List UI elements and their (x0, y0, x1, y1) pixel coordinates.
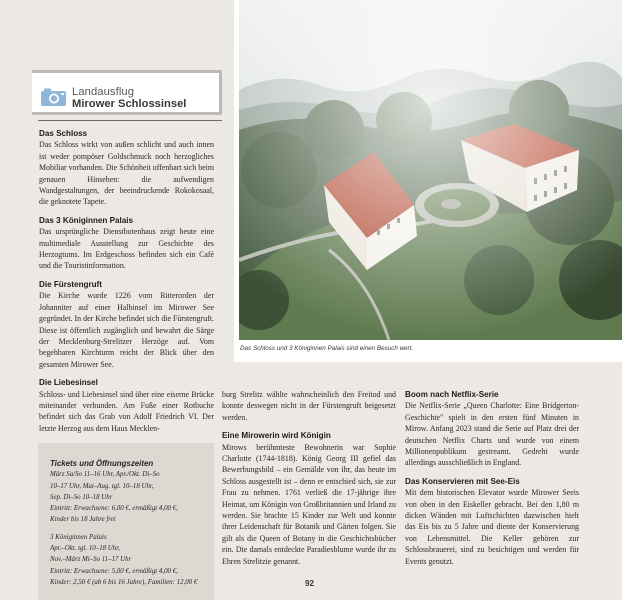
section-heading-see-eis: Das Konservieren mit See-Eis (405, 476, 520, 486)
left-column (39, 128, 214, 441)
info-line: Apr.–Okt. tgl. 10–18 Uhr, (50, 545, 120, 553)
info-line: Eintritt: Erwachsene: 5,00 €, ermäßigt 4,00 €, (50, 567, 178, 575)
info-line: Nov.–März Mi–So 11–17 Uhr (50, 556, 132, 564)
section-body-schloss: Das Schloss wirkt von außen schlicht und auch innen ist weder pompöser Goldschmuck noch herzogliches Mobiliar vorhanden. Die Schönheit offenbart sich beim genauen Hinsehen: die aufwendigen Wandgestaltungen, der beeindruckende Rokokosaal, die geknotete Tapete. (39, 140, 214, 207)
section-body-koenigin: Mirows berühmteste Bewohnerin war Sophie Charlotte (1744-1818). König Georg III gefiel das Bewerbungsbild – ein Gemälde von ihr, das heute im Schloss ausgestellt ist – denn er entschied sich, sie zur Frau zu nehmen. 1761 verließ die 17-jährige ihre Heimat, um Königin von Großbritannien und Irland zu werden. Sie brachte 15 Kinder zur Welt und konnte ihrer Leidenschaft für Botanik und Gärten folgen. Sie gilt als die Queen of Botany in die Geschichtsbücher ein. Die damals entdeckte Paradiesblume wurde ihr zu Ehren Strelitzie genannt. (222, 442, 396, 566)
info-line: Sep. Di–So 10–18 Uhr (50, 493, 113, 501)
info-line: 10–17 Uhr, Mai–Aug. tgl. 10–18 Uhr, (50, 482, 154, 490)
info-line: 3 Königinnen Palais (50, 533, 107, 541)
middle-column (222, 389, 396, 574)
section-body-see-eis: Mit dem historischen Elevator wurde Mirower Seeis von oben in den Eiskeller gebracht. Bei den 1,80 m dicken Wänden mit Luftschichten dazwischen hielt das Eis bis zu 5 Jahre und diente der Konservierung von Lebensmittel. Die Keller gehören zur Schlossbrauerei, sind zu besichtigen und werden für Events genutzt. (405, 488, 579, 566)
section-heading-koenigin: Eine Mirowerin wird Königin (222, 431, 331, 441)
section-body-netflix: Die Netflix-Serie „Queen Charlotte: Eine Bridgerton-Geschichte" spielt in den ersten fünf Minuten in Mirow. Anfang 2023 stand die Serie auf Platz drei der deutschen Netflix Charts und wurde von einem Millionenpublikum gestreamt. Gedreht wurde allerdings ausschließlich in England. (405, 401, 579, 468)
photo-caption: Das Schloss und 3 Königinnen Palais sind einen Besuch wert. (240, 345, 414, 352)
section-body-fuerstengruft: Die Kirche wurde 1226 vom Ritterorden der Johanniter auf einer Halbinsel im Mirower See gegründet. In der Kirche befindet sich die Fürstengruft. Diese ist öffentlich zugänglich und bewahrt die Särge der Mecklenburg-Strelitzer Herzöge auf. Vom begehbaren Kirchturm reicht der Blick über den gesamten Mirower See. (39, 291, 214, 369)
liebesinsel-continuation: burg Strelitz wählte wahrscheinlich den Freitod und konnte deswegen nicht in der Fürstengruft beigesetzt werden. (222, 390, 396, 422)
info-line: Eintritt: Erwachsene: 6,00 €, ermäßigt 4,00 €, (50, 505, 178, 513)
section-heading-schloss: Das Schloss (39, 129, 88, 138)
tickets-info-box (38, 443, 214, 600)
section-body-palais: Das ursprüngliche Dienstbotenhaus zeigt heute eine multimediale Ausstellung zur Geschichte des Herzogtums. Im Erdgeschoss befinden sich ein Café und die Touristinformation. (39, 227, 214, 271)
castle-aerial-photo (239, 0, 622, 340)
tickets-heading: Tickets und Öffnungszeiten (50, 459, 154, 468)
header-divider (38, 120, 222, 121)
page-number: 92 (305, 579, 314, 588)
right-column (405, 389, 579, 574)
section-heading-palais: Das 3 Königinnen Palais (39, 215, 134, 225)
header-kicker: Landausflug (72, 86, 135, 98)
info-line: März Sa/So 11–16 Uhr, Apr./Okt. Di–So (50, 471, 160, 479)
section-heading-netflix: Boom nach Netflix-Serie (405, 390, 499, 399)
section-heading-fuerstengruft: Die Fürstengruft (39, 279, 102, 289)
camera-icon (41, 88, 66, 106)
section-body-liebesinsel: Schloss- und Liebesinsel sind über eine eiserne Brücke miteinander verbunden. Am Fuße einer Rotbuche befindet sich das Grab von Adolf Friedrich VI. Der letzte Herzog aus dem Haus Mecklen- (39, 389, 214, 433)
header-title: Mirower Schlossinsel (72, 98, 187, 110)
tickets-info-content (50, 458, 210, 588)
info-line: Kinder bis 18 Jahre frei (50, 516, 116, 524)
section-heading-liebesinsel: Die Liebesinsel (39, 378, 98, 388)
info-line: Kinder: 2,50 € (ab 6 bis 16 Jahre), Familien: 12,00 € (50, 578, 198, 586)
